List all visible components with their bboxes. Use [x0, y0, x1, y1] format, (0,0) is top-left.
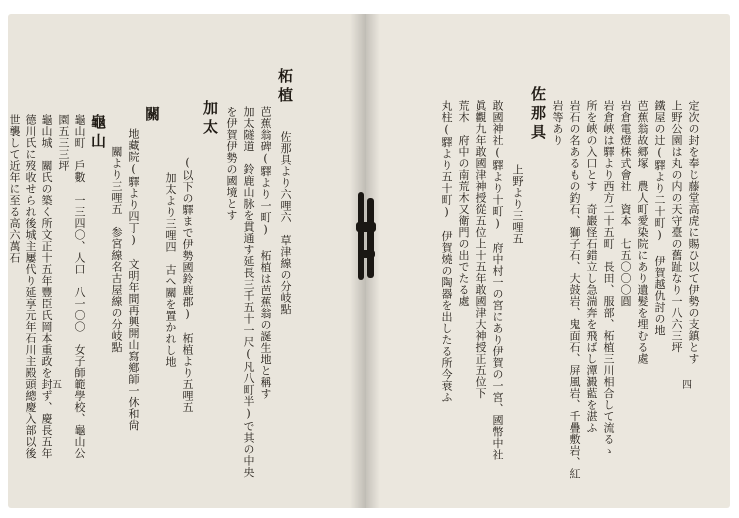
- section-heading-sanagu: 佐那具: [529, 86, 547, 143]
- left-page: [8, 14, 366, 508]
- binding-stitch: [356, 192, 378, 282]
- open-book: [8, 14, 730, 508]
- text-column: 芭蕉翁碑(驛より一町) 柘植は芭蕉翁の誕生地と稱す: [259, 106, 272, 400]
- text-column: 關より三哩五 参宮線名古屋線の分岐點: [110, 146, 123, 353]
- section-heading-kameyama: 龜山: [89, 114, 107, 152]
- section-heading-tsuge: 柘植: [276, 68, 294, 106]
- text-column: 德川氏に歿收せられ後城主屢代り延享元年石川主殿頭總慶入部以後: [24, 114, 37, 459]
- text-column: 眞觀九年敢國津神授從五位上十五年敢國津大神授正五位下: [474, 100, 487, 399]
- text-column: 芭蕉翁故郷塚 農人町愛染院にあり遺髪を埋むる處: [636, 100, 649, 365]
- text-column: 龜山町 戶數 一三四〇、人口 八一〇〇 女子師範學校、龜山公: [73, 114, 86, 459]
- section-heading-kabuto: 加太: [201, 100, 219, 138]
- text-column: 加太隧道 鈴鹿山脉を貫通す延長三千五十一尺(凡八町半)で其の中央: [242, 106, 255, 478]
- text-column: 所を峽の入口とす 奇巖怪石錯立し急湍奔を飛ばし潭澱藍を湛ふ: [585, 100, 598, 434]
- text-column: 地藏院(驛より四丁) 文明年間再興開山寫鄕師一休和尙: [127, 128, 140, 431]
- text-column: 敢國神社(驛より十町) 府中村一の宮にあり伊賀の一宮、國幣中社: [491, 100, 504, 461]
- text-column: (以下の驛まで伊勢國鈴鹿郡) 柘植より五哩五: [181, 156, 194, 413]
- text-column: 岩倉峽は驛より西方二十五町 長田、服部、柘植三川相合して流るゝ: [602, 100, 615, 457]
- text-column: 上野公園は丸の内の天守臺の舊趾なり一八六三坪: [670, 100, 683, 353]
- text-column: 荒木 府中の南荒木又衛門の出でたる處: [457, 100, 470, 307]
- text-column: 岩等あり: [551, 100, 564, 146]
- text-column: [278, 68, 292, 315]
- column-tail: 佐那具より六哩六 草津線の分岐點: [279, 119, 292, 315]
- text-column: 丸柱(驛より五十町) 伊賀燒の陶器を出したる所今衰ふ: [440, 100, 453, 403]
- text-column: 上野より三哩五: [511, 164, 524, 245]
- page-number: 四: [682, 380, 692, 391]
- page-number: 五: [52, 380, 62, 391]
- text-column: 鐵屋の辻(驛より二十町) 伊賀越仇討の地: [653, 100, 666, 336]
- text-column: 龜山城 關氏の築く所文正十五年豐臣氏岡本重政を封ず、慶長五年: [40, 114, 53, 459]
- text-column: 園五三三坪: [57, 114, 70, 172]
- text-column: 岩倉電燈株式會社 資本 七五〇〇〇圓: [619, 100, 632, 307]
- text-column: 岩石の名あるもの釣石、獅子石、大鼓岩、鬼面石、屏風岩、千疊敷岩、紅: [568, 100, 581, 480]
- text-column: 世襲して近年に至る高六萬石: [8, 114, 21, 264]
- text-column: 加太より三哩四 古へ關を置かれし地: [164, 172, 177, 368]
- section-heading-seki: 關: [143, 106, 161, 125]
- text-column: を伊賀伊勢の國境とす: [225, 106, 238, 221]
- text-column: 定次の封を奉じ藤堂高虎に賜ひ以て伊勢の支鎮とす: [687, 100, 700, 365]
- right-page: [366, 14, 730, 508]
